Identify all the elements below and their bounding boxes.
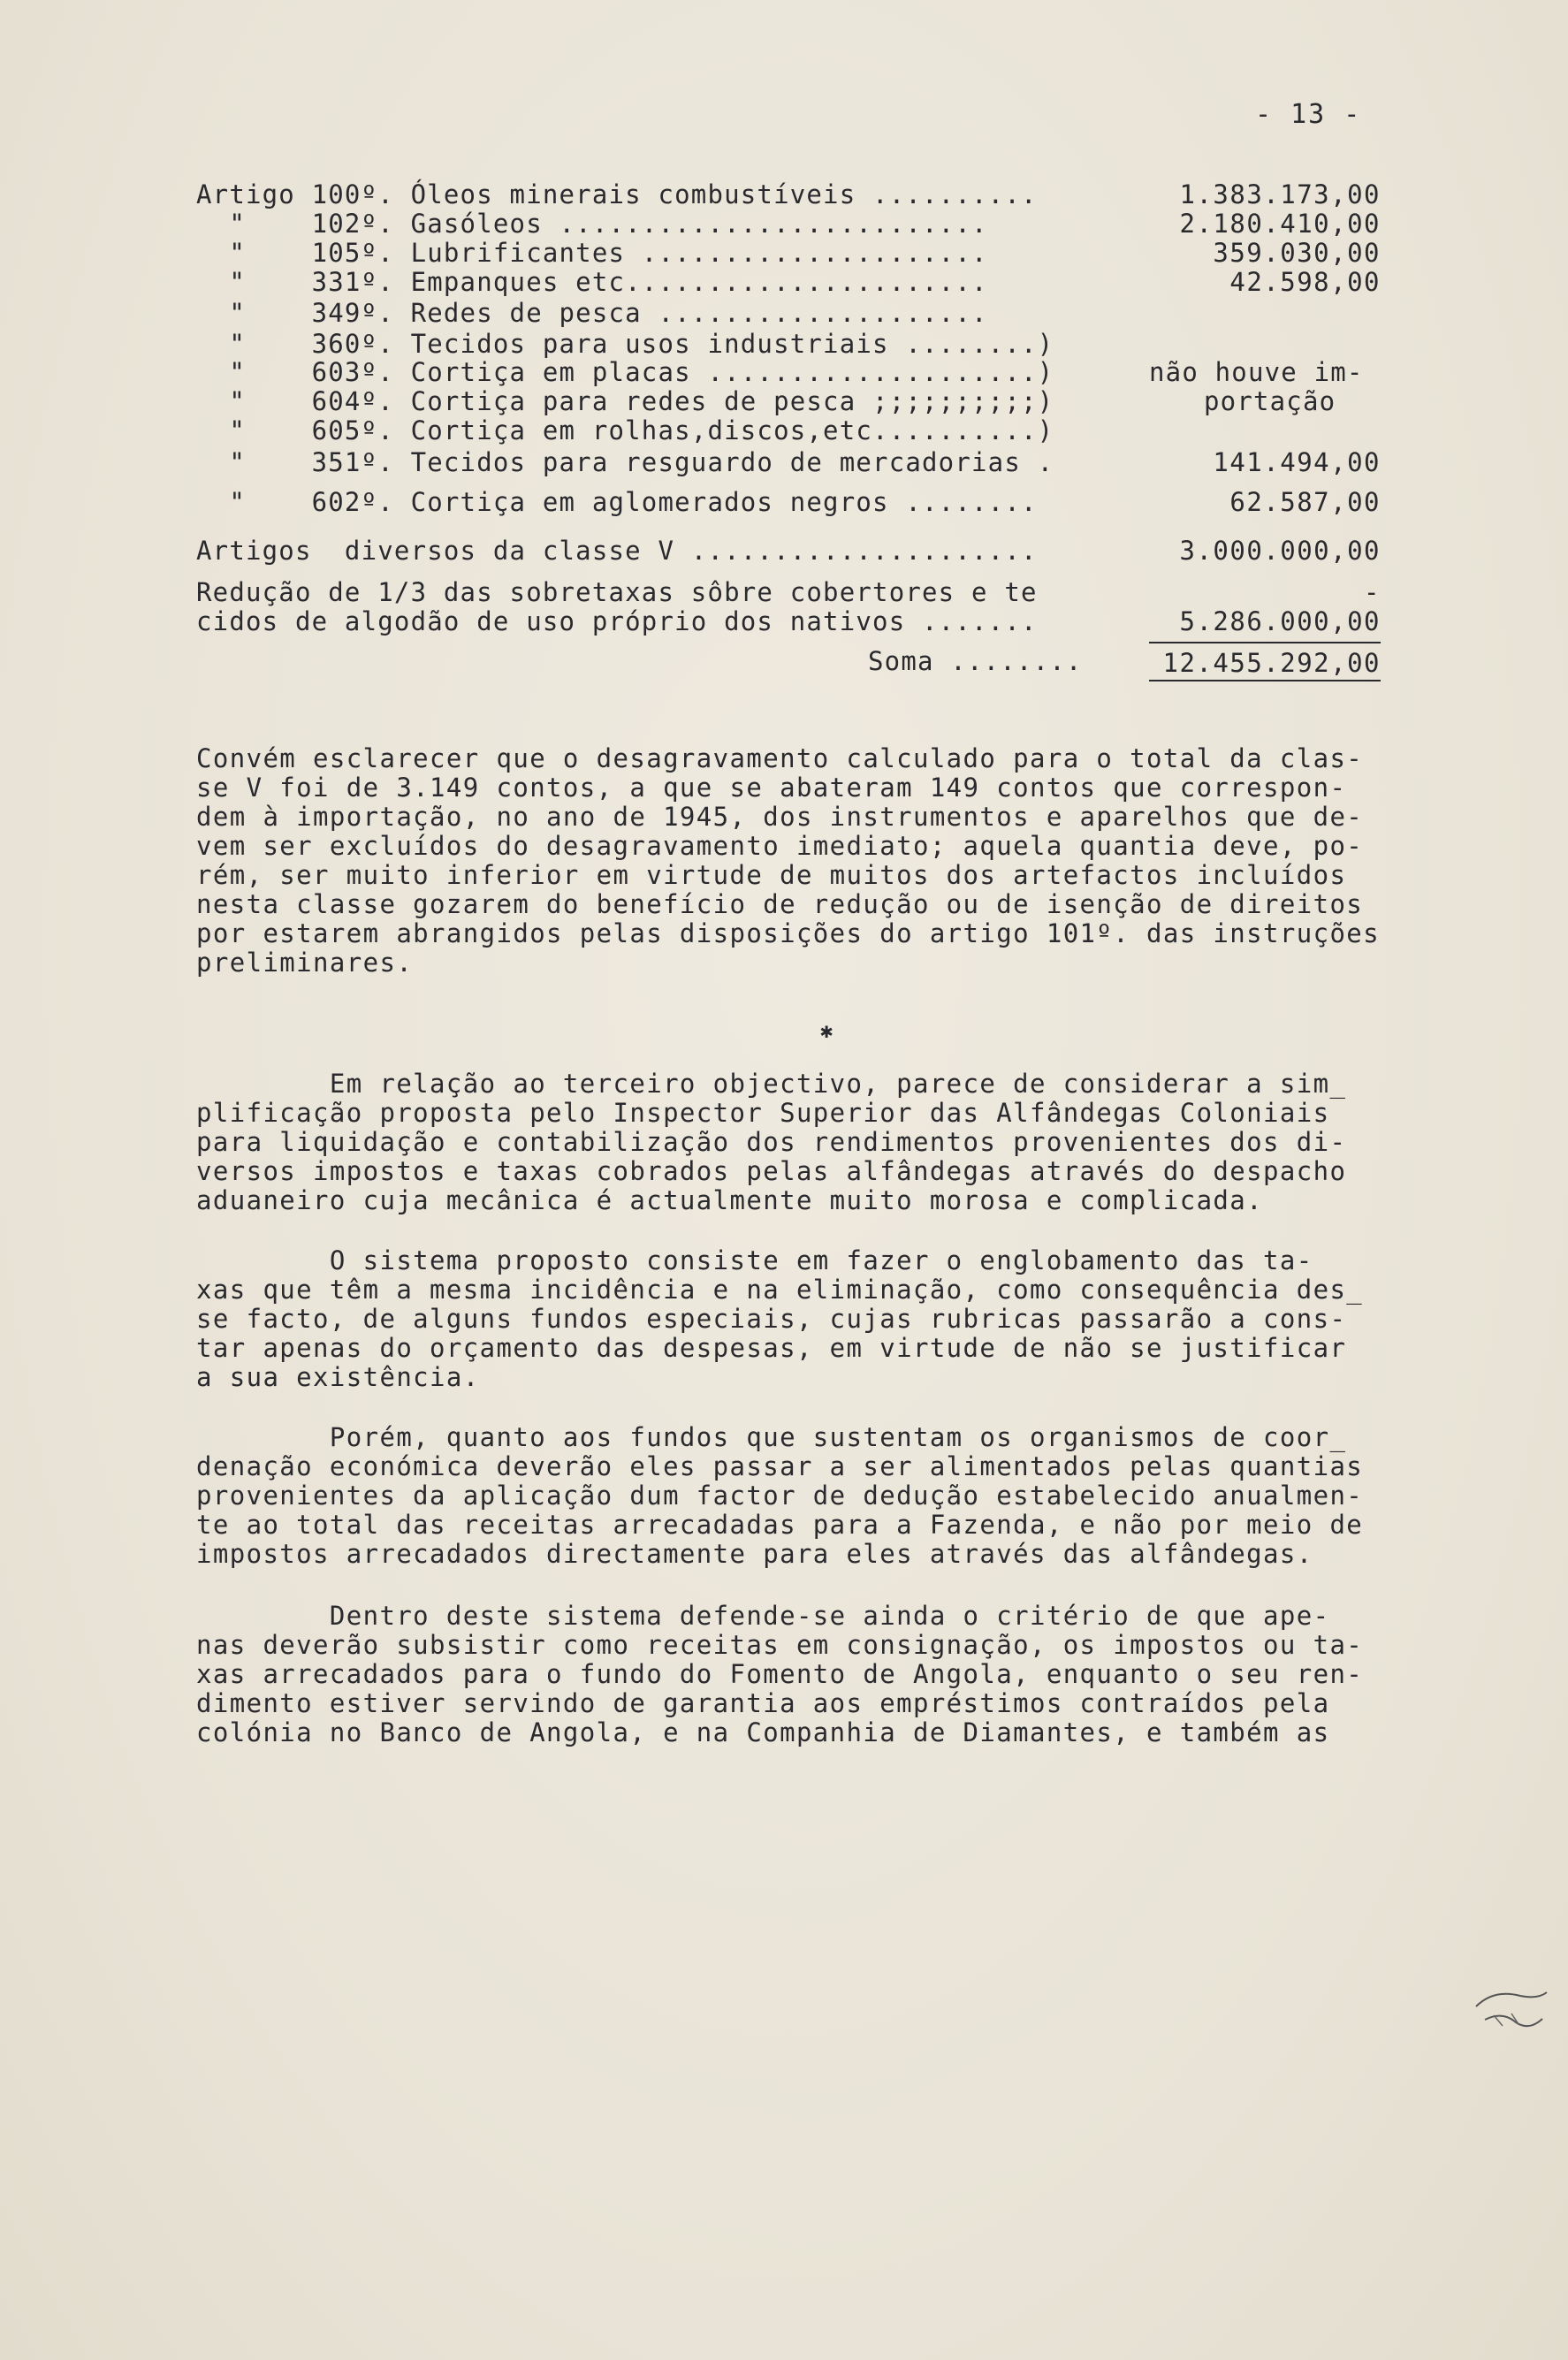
table-row-label: " 605º. Cortiça em rolhas,discos,etc..........) — [196, 415, 1054, 445]
diversos-value: 3.000.000,00 — [1179, 536, 1381, 566]
total-rule — [1149, 642, 1381, 643]
margin-scribble — [1467, 1980, 1556, 2042]
reducao-value: 5.286.000,00 — [1179, 606, 1381, 636]
table-row-label: " 604º. Cortiça para redes de pesca ;;;;;;;;;;) — [196, 386, 1054, 416]
soma-label: Soma ........ — [868, 646, 1083, 676]
table-row-label: " 602º. Cortiça em aglomerados negros ........ — [196, 487, 1038, 517]
table-row-label: " 360º. Tecidos para usos industriais ........) — [196, 329, 1054, 359]
table-row-value: 1.383.173,00 — [1179, 179, 1381, 209]
table-row-value: 141.494,00 — [1213, 447, 1381, 477]
reducao-label-line1: Redução de 1/3 das sobretaxas sôbre cobertores e te — [196, 577, 1038, 607]
table-row-value: 62.587,00 — [1229, 487, 1381, 517]
paragraph-5: Dentro deste sistema defende-se ainda o critério de que ape- nas deverão subsistir como receitas em consignação, os impostos ou ta- xas arrecadados para o fundo do Fomento de Angola, enquanto o seu ren- dimento estiver servindo de garantia aos empréstimos contraídos pela colónia no Banco de Angola, e na Companhia de Diamantes, e também as — [196, 1601, 1364, 1747]
table-row-note: não houve im- — [1149, 357, 1364, 387]
section-separator: ✱ — [820, 1018, 833, 1043]
table-row-label: " 102º. Gasóleos .......................... — [196, 209, 988, 239]
page-number: - 13 - — [1255, 99, 1362, 130]
table-row-label: " 603º. Cortiça em placas ....................) — [196, 357, 1054, 387]
diversos-label: Artigos diversos da classe V ..................... — [196, 536, 1038, 566]
table-row-label: " 349º. Redes de pesca .................... — [196, 298, 988, 328]
reducao-label-line2: cidos de algodão de uso próprio dos nativos ....... — [196, 606, 1038, 636]
table-row-note: portação — [1204, 386, 1336, 416]
paragraph-2: Em relação ao terceiro objectivo, parece de considerar a sim_ plificação proposta pelo Inspector Superior das Alfândegas Coloniais para liquidação e contabilização dos rendimentos provenientes dos di- versos impostos e taxas cobrados pelas alfândegas através do despacho aduaneiro cuja mecânica é actualmente muito morosa e complicada. — [196, 1069, 1347, 1215]
paragraph-1: Convém esclarecer que o desagravamento calculado para o total da clas- se V foi de 3.149 contos, a que se abateram 149 contos que correspon- dem à importação, no ano de 1945, dos instrumentos e aparelhos que de- vem ser excluídos do desagravamento imediato; aquela quantia deve, po- rém, ser muito inferior em virtude de muitos dos artefactos incluídos nesta classe gozarem do benefício de redução ou de isenção de direitos por estarem abrangidos pelas disposições do artigo 101º. das instruções preliminares. — [196, 743, 1381, 978]
reducao-mark: - — [1364, 577, 1381, 607]
total-rule-bottom — [1149, 680, 1381, 681]
paragraph-4: Porém, quanto aos fundos que sustentam os organismos de coor_ denação económica deverão eles passar a ser alimentados pelas quantias provenientes da aplicação dum factor de dedução estabelecido anualmen- te ao total das receitas arrecadadas para a Fazenda, e não por meio de impostos arrecadados directamente para eles através das alfândegas. — [196, 1422, 1364, 1569]
table-row-value: 42.598,00 — [1229, 267, 1381, 297]
table-row-label: " 331º. Empanques etc...................... — [196, 267, 988, 297]
table-row-label: Artigo 100º. Óleos minerais combustíveis .......... — [196, 179, 1038, 209]
table-row-label: " 105º. Lubrificantes ..................... — [196, 238, 988, 268]
table-row-value: 2.180.410,00 — [1179, 209, 1381, 239]
soma-value: 12.455.292,00 — [1162, 648, 1381, 678]
table-row-value: 359.030,00 — [1213, 238, 1381, 268]
paragraph-3: O sistema proposto consiste em fazer o englobamento das ta- xas que têm a mesma incidência e na eliminação, como consequência des_ se facto, de alguns fundos especiais, cujas rubricas passarão a cons- tar apenas do orçamento das despesas, em virtude de não se justificar a sua existência. — [196, 1245, 1364, 1392]
table-row-label: " 351º. Tecidos para resguardo de mercadorias . — [196, 447, 1054, 477]
